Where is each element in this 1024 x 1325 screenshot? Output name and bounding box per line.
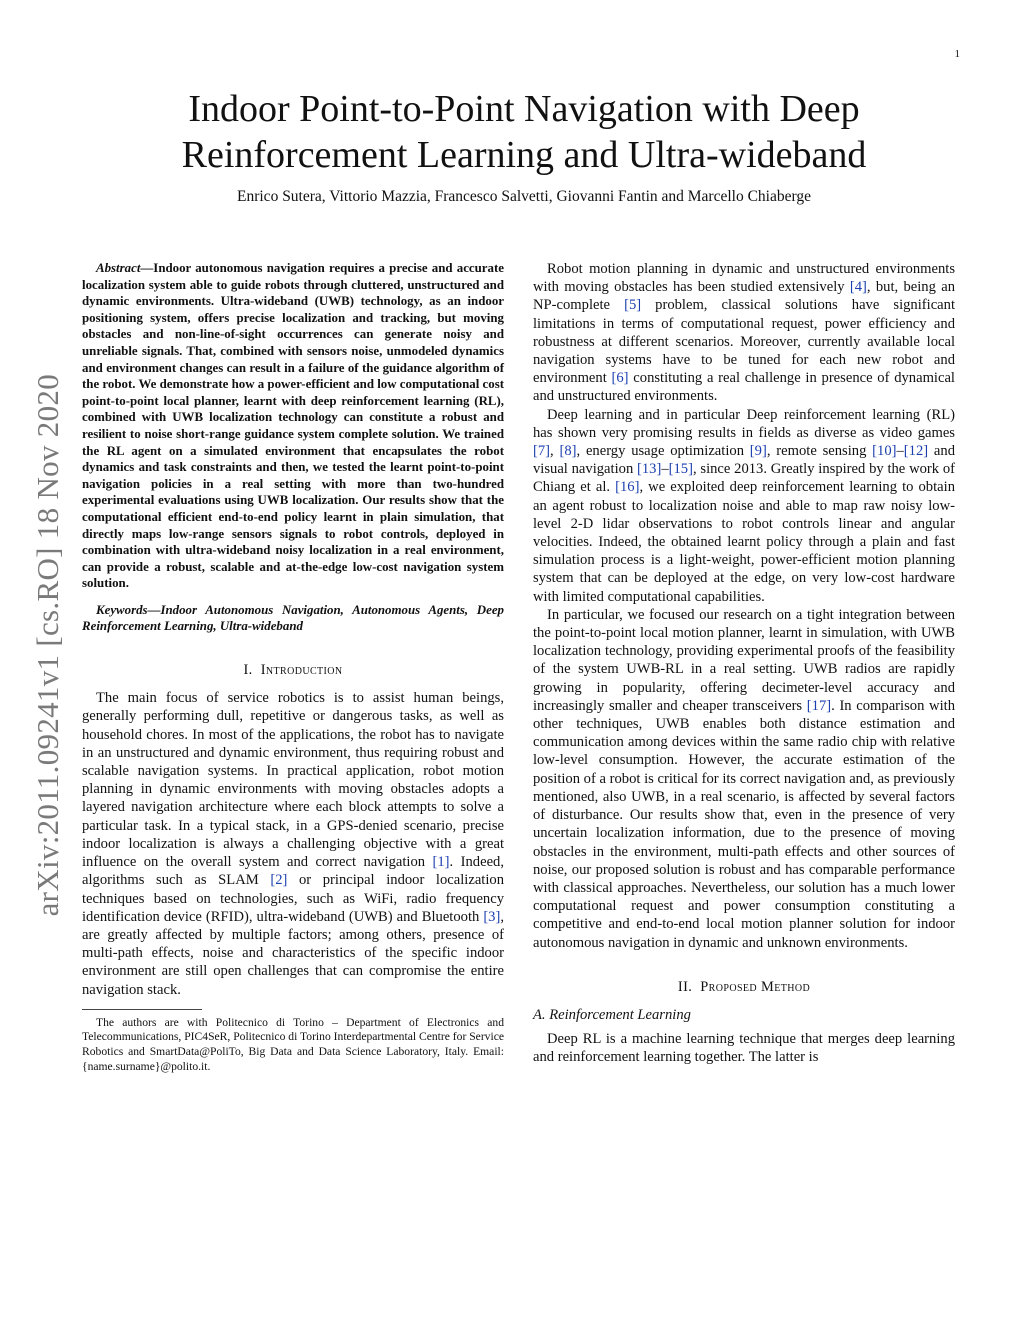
citation-link[interactable]: [9] bbox=[749, 443, 767, 460]
text-run: , since 2013. Greatly inspired by the work of Chiang et al. bbox=[533, 461, 955, 496]
text-run: , but, being an NP-complete bbox=[533, 279, 955, 314]
abstract bbox=[82, 260, 504, 592]
paper-title: Indoor Point-to-Point Navigation with Deep Reinforcement Learning and Ultra-wideband bbox=[181, 88, 867, 176]
footnote: The authors are with Politecnico di Torino – Department of Electronics and Telecommunications, PIC4SeR, Politecnico di Torino Interdepartmental Centre for Service Robotics and SmartData@PoliTo, Big Data and Data Science Laboratory, Italy. Email: {name.surname}@polito.it. bbox=[82, 1015, 504, 1073]
abstract-label: Abstract bbox=[96, 261, 141, 275]
citation-link[interactable]: [1] bbox=[432, 854, 450, 871]
text-run: . In comparison with other techniques, UWB enables both distance estimation and communication among devices within the same radio chip with relative low-level consumption. However, the accurate estimation of the position of a robot is critical for its correct navigation and, as previously mentioned, also UWB, in a real scenario, is affected by several factors of disturbance. Our results show that, even in the presence of very uncertain localization information, due to the presence of moving obstacles in the environment, multi-path effects and other sources of noise, our proposed solution is robust and has comparable performance with classical approaches. Nevertheless, our solution has a much lower computational request and power consumption constituting a competitive and end-to-end local motion planner solution for indoor autonomous navigation in dynamic and unknown environments. bbox=[533, 697, 955, 951]
text-run: . Indeed, algorithms such as SLAM bbox=[82, 854, 504, 889]
citation-link[interactable]: [10] bbox=[872, 443, 897, 460]
intro-paragraph-4 bbox=[533, 606, 955, 952]
citation-link[interactable]: [5] bbox=[624, 297, 642, 314]
arxiv-id[interactable]: arXiv:2011.09241v1 [cs.RO] 18 Nov 2020 bbox=[30, 373, 65, 917]
citation-link[interactable]: [12] bbox=[903, 443, 929, 460]
citation-link[interactable]: [15] bbox=[668, 461, 693, 478]
left-column bbox=[82, 260, 504, 1074]
intro-paragraph-2 bbox=[533, 260, 955, 406]
footnote-divider bbox=[82, 1009, 202, 1010]
text-run: , bbox=[550, 443, 560, 460]
citation-link[interactable]: [17] bbox=[806, 697, 832, 714]
section-heading-proposed-method bbox=[533, 978, 955, 996]
text-run: , we exploited deep reinforcement learning to obtain an agent robust to localization noise and able to map raw noisy low-level 2-D lidar observations to robot controls linear and angular velocities. Indeed, the obtained learnt policy through a plain and fast simulation process is a light-weight, power-efficient motion planning system that can be deployed at the edge, on very low-cost hardware with limited computational capabilities. bbox=[533, 479, 955, 605]
keywords: Keywords—Indoor Autonomous Navigation, Autonomous Agents, Deep Reinforcement Learning, Ultra-wideband bbox=[82, 602, 504, 634]
text-run: constituting a real challenge in presence of dynamical and unstructured environments. bbox=[533, 370, 955, 405]
intro-paragraph-1 bbox=[82, 689, 504, 998]
text-run: , energy usage optimization bbox=[576, 443, 750, 460]
citation-link[interactable]: [2] bbox=[270, 872, 288, 889]
text-run: – bbox=[896, 443, 904, 460]
citation-link[interactable]: [16] bbox=[615, 479, 640, 496]
text-run: Deep learning and in particular Deep reinforcement learning (RL) has shown very promising results in fields as diverse as video games bbox=[533, 406, 955, 441]
citation-link[interactable]: [7] bbox=[533, 443, 551, 460]
section-numeral: II. bbox=[677, 978, 693, 995]
citation-link[interactable]: [4] bbox=[849, 279, 867, 296]
arxiv-watermark bbox=[28, 345, 68, 945]
citation-link[interactable]: [13] bbox=[637, 461, 662, 478]
text-run: , are greatly affected by multiple factors; among others, presence of multi-path effects, noise and characteristics of the specific indoor environment are still open challenges that can compromise the entire navigation stack. bbox=[82, 908, 504, 998]
section-numeral: I. bbox=[243, 662, 253, 679]
page-number: 1 bbox=[954, 48, 960, 60]
right-column bbox=[533, 260, 955, 1067]
text-run: or principal indoor localization techniques based on technologies, such as WiFi, radio frequency identification device (RFID), ultra-wideband (UWB) and Bluetooth bbox=[82, 872, 504, 925]
text-run: Robot motion planning in dynamic and unstructured environments with moving obstacles has been studied extensively bbox=[533, 261, 955, 296]
subsection-heading: A. Reinforcement Learning bbox=[533, 1006, 691, 1023]
citation-link[interactable]: [6] bbox=[611, 370, 629, 387]
text-run: – bbox=[661, 461, 669, 478]
section-title: Proposed Method bbox=[700, 978, 811, 995]
method-paragraph-1: Deep RL is a machine learning technique that merges deep learning and reinforcement learning together. The latter is bbox=[533, 1031, 955, 1066]
text-run: In particular, we focused our research on a tight integration between the point-to-point local motion planner, learnt in simulation, with UWB localization technology, providing experimental proofs of the feasibility of the system UWB-RL in a real setting. UWB radios are rapidly growing in popularity, offering decimeter-level accuracy and increasingly smaller and cheaper transceivers bbox=[533, 606, 955, 714]
paper-authors: Enrico Sutera, Vittorio Mazzia, Francesco Salvetti, Giovanni Fantin and Marcello Chiaberge bbox=[237, 188, 811, 205]
text-run: and visual navigation bbox=[533, 443, 955, 478]
text-run: The main focus of service robotics is to assist human beings, generally performing dull, repetitive or dangerous tasks, as well as household chores. In most of the applications, the robot has to navigate in an unstructured and dynamic environment, thus requiring robust and scalable navigation systems. In practical application, robot motion planning in dynamic environments with moving obstacles adopts a layered navigation architecture where each block attempts to solve a particular task. In a typical stack, in a GPS-denied scenario, precise indoor localization is always a challenging objective with a great influence on the overall system and correct navigation bbox=[82, 690, 504, 871]
citation-link[interactable]: [3] bbox=[483, 908, 501, 925]
abstract-text: —Indoor autonomous navigation requires a precise and accurate localization system able to guide robots through cluttered, unstructured and dynamic environments. Ultra-wideband (UWB) technology, as an indoor positioning system, offers precise localization and tracking, but moving obstacles and non-line-of-sight occurrences can generate noisy and unreliable signals. That, combined with sensors noise, unmodeled dynamics and environment changes can result in a failure of the guidance algorithm of the robot. We demonstrate how a power-efficient and low computational cost point-to-point local planner, learnt with deep reinforcement learning (RL), combined with UWB localization technology can constitute a robust and resilient to noise short-range guidance system complete solution. We trained the RL agent on a simulated environment that encapsulates the robot dynamics and task constraints and then, we tested the learnt point-to-point navigation policies in a real setting with more than two-hundred experimental evaluations using UWB localization. Our results show that the computational efficient end-to-end policy learnt in plain simulation, that directly maps low-range sensors signals to robot controls, deployed in combination with ultra-wideband noisy localization in a real environment, can provide a robust, scalable and at-the-edge low-cost navigation system solution. bbox=[82, 261, 504, 591]
section-heading-introduction bbox=[82, 661, 504, 679]
section-title: Introduction bbox=[260, 662, 343, 679]
citation-link[interactable]: [8] bbox=[559, 443, 577, 460]
intro-paragraph-3 bbox=[533, 406, 955, 606]
text-run: problem, classical solutions have significant limitations in terms of computational request, power efficiency and robustness at different scenarios. Moreover, currently available local navigation systems have to be tuned for each new robot and environment bbox=[533, 297, 955, 387]
text-run: , remote sensing bbox=[766, 443, 873, 460]
